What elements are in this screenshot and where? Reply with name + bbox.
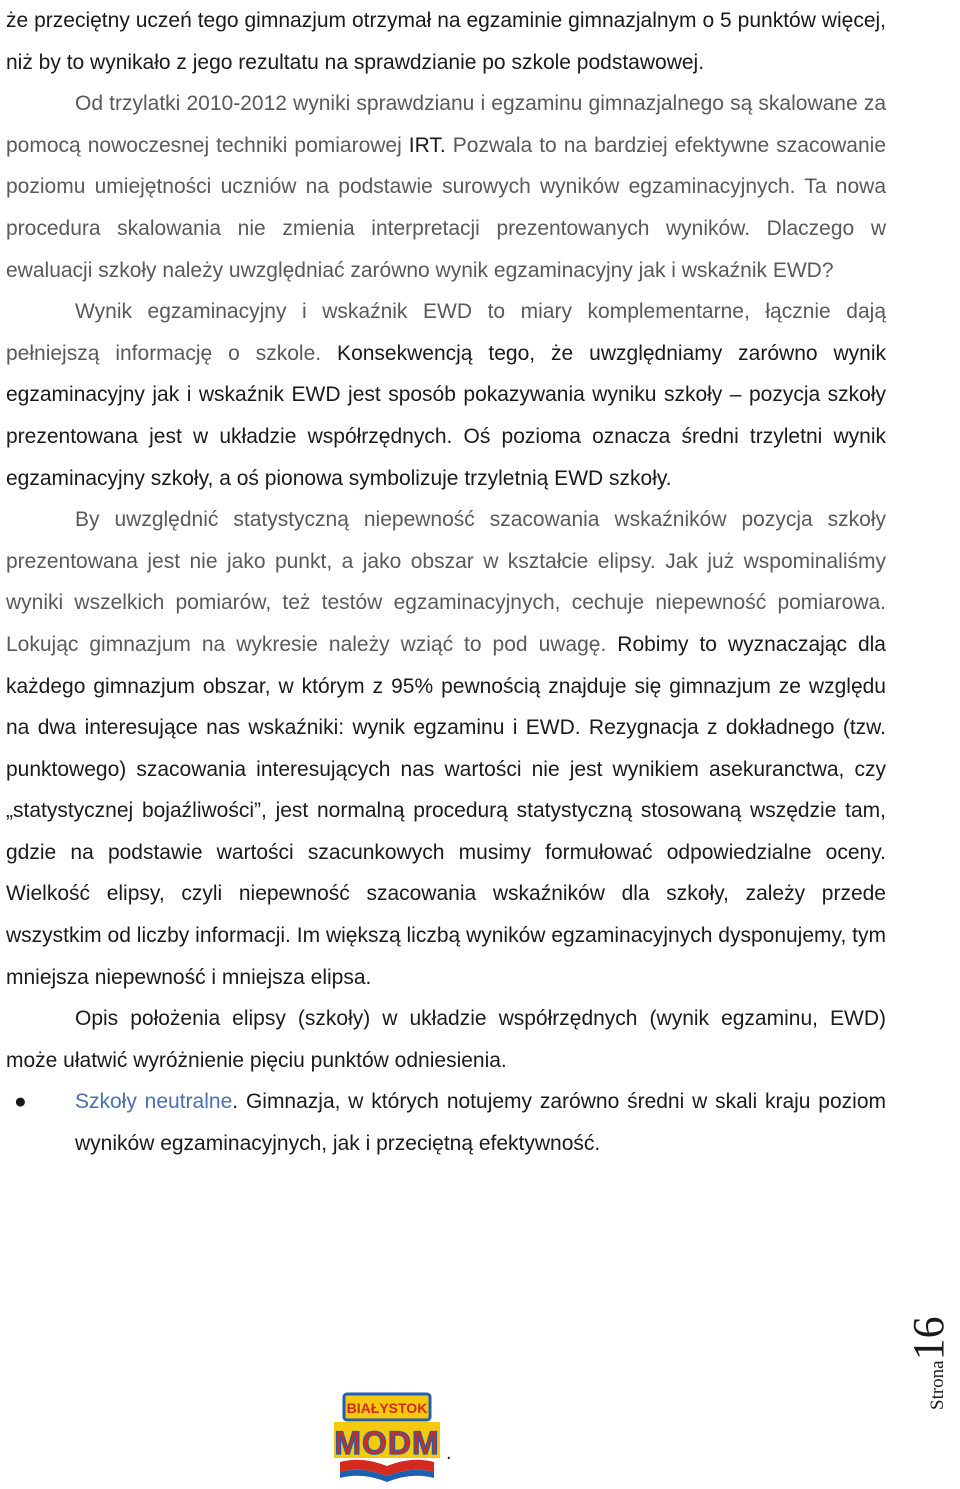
page-number: 16 — [904, 1316, 953, 1361]
paragraph-3: Wynik egzaminacyjny i wskaźnik EWD to miary komplementarne, łącznie dają pełniejszą informację o szkole. Konsekwencją tego, że uwzględniamy zarówno wynik egzaminacyjny jak i wskaźnik EWD jest sposób pokazywania wyniku szkoły – pozycja szkoły prezentowana jest w układzie współrzędnych. Oś pozioma oznacza średni trzyletni wynik egzaminacyjny szkoły, a oś pionowa symbolizuje trzyletnią EWD szkoły. — [6, 300, 886, 490]
body-text — [6, 0, 886, 1165]
paragraph-2: Od trzylatki 2010-2012 wyniki sprawdzianu i egzaminu gimnazjalnego są skalowane za pomocą nowoczesnej techniki pomiarowej IRT. Pozwala to na bardziej efektywne szacowanie poziomu umiejętności uczniów na podstawie surowych wyników egzaminacyjnych. Ta nowa procedura skalowania nie zmienia interpretacji prezentowanych wyników. Dlaczego w ewaluacji szkoły należy uwzględniać zarówno wynik egzaminacyjny jak i wskaźnik EWD? — [6, 92, 886, 282]
trailing-dot: . — [446, 1442, 452, 1464]
list-item-title: Szkoły neutralne — [75, 1090, 233, 1114]
logo-bottom-text: MODM — [334, 1425, 440, 1461]
paragraph-5: Opis położenia elipsy (szkoły) w układzie współrzędnych (wynik egzaminu, EWD) może ułatwić wyróżnienie pięciu punktów odniesienia. — [6, 1007, 886, 1072]
reference-points-list — [6, 1081, 886, 1164]
bullet-icon: ● — [14, 1090, 27, 1114]
paragraph-4: By uwzględnić statystyczną niepewność szacowania wskaźników pozycja szkoły prezentowana jest nie jako punkt, a jako obszar w kształcie elipsy. Jak już wspominaliśmy wyniki wszelkich pomiarów, też testów egzaminacyjnych, cechuje niepewność pomiarowa. Lokując gimnazjum na wykresie należy wziąć to pod uwagę. Robimy to wyznaczając dla każdego gimnazjum obszar, w którym z 95% pewnością znajduje się gimnazjum ze względu na dwa interesujące nas wskaźniki: wynik egzaminu i EWD. Rezygnacja z dokładnego (tzw. punktowego) szacowania interesujących nas wartości nie jest wynikiem asekuranctwa, czy „statystycznej bojaźliwości”, jest normalną procedurą statystyczną stosowaną wszędzie tam, gdzie na podstawie wartości szacunkowych musimy formułować odpowiedzialne oceny. Wielkość elipsy, czyli niepewność szacowania wskaźników dla szkoły, zależy przede wszystkim od liczby informacji. Im większą liczbą wyników egzaminacyjnych dysponujemy, tym mniejsza niepewność i mniejsza elipsa. — [6, 508, 886, 989]
modm-bialystok-logo — [332, 1392, 442, 1484]
page-number-label — [903, 1316, 953, 1410]
list-item: ● Szkoły neutralne. Gimnazja, w których notujemy zarówno średni w skali kraju poziom wyników egzaminacyjnych, jak i przeciętną efektywność. — [75, 1081, 886, 1164]
list-item-text: Gimnazja, w których notujemy zarówno średni w skali kraju poziom wyników egzaminacyjnych, jak i przeciętną efektywność. — [75, 1090, 886, 1156]
page-word: Strona — [927, 1360, 948, 1410]
logo-top-text: BIAŁYSTOK — [346, 1400, 428, 1416]
paragraph-1: że przeciętny uczeń tego gimnazjum otrzymał na egzaminie gimnazjalnym o 5 punktów więcej, niż by to wynikało z jego rezultatu na sprawdzianie po szkole podstawowej. — [6, 9, 886, 74]
